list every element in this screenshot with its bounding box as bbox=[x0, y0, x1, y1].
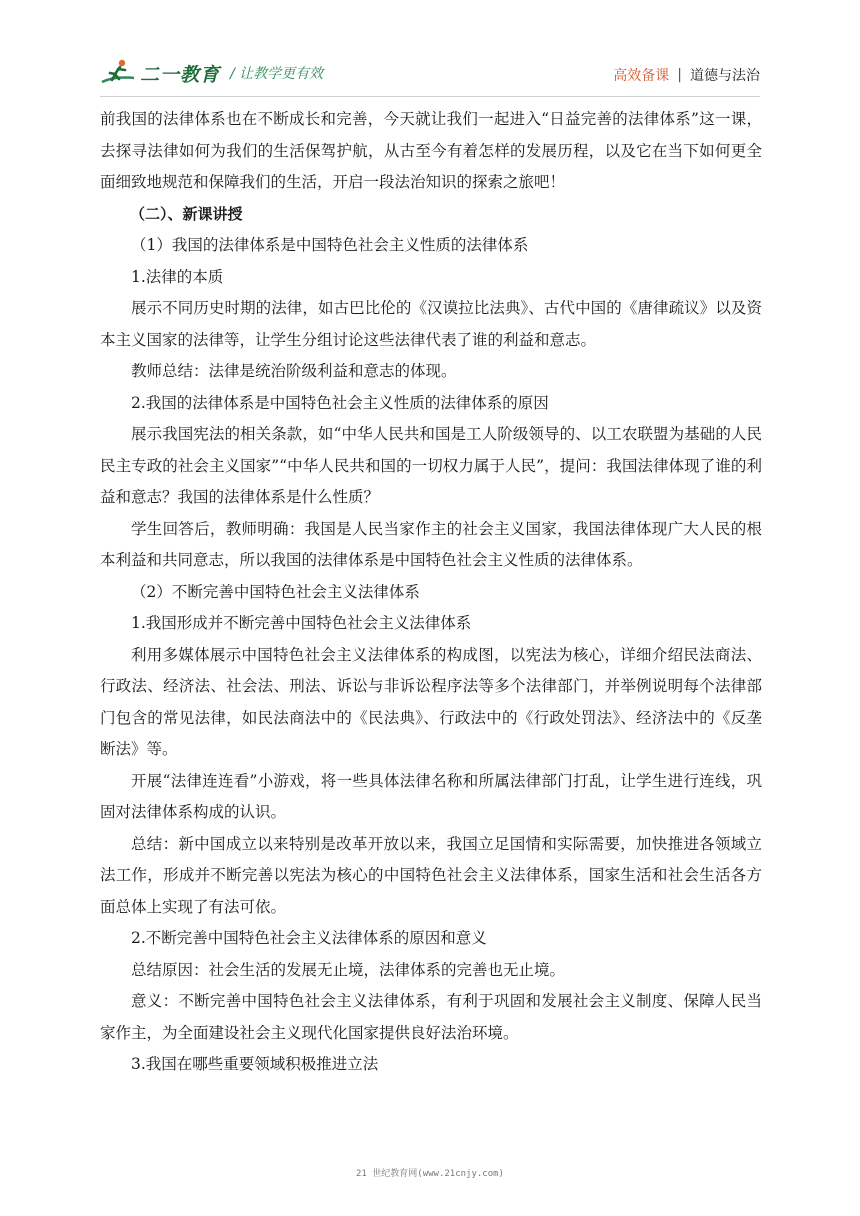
header-separator: | bbox=[677, 67, 682, 83]
body-paragraph: 总结：新中国成立以来特别是改革开放以来，我国立足国情和实际需要，加快推进各领域立法工作，形成并不断完善以宪法为核心的中国特色社会主义法律体系，国家生活和社会生活各方面总体上实现了有法可依。 bbox=[100, 834, 762, 916]
header-subject: 道德与法治 bbox=[690, 68, 760, 84]
body-paragraph: 学生回答后，教师明确：我国是人民当家作主的社会主义国家，我国法律体现广大人民的根本利益和共同意志，所以我国的法律体系是中国特色社会主义性质的法律体系。 bbox=[100, 519, 762, 569]
logo-text: 二一教育 bbox=[140, 63, 221, 86]
section-heading: （二）、新课讲授 bbox=[130, 204, 243, 223]
running-figure-logo-icon bbox=[100, 58, 136, 88]
point-heading: 2.我国的法律体系是中国特色社会主义性质的法律体系的原因 bbox=[131, 393, 549, 412]
body-paragraph: 教师总结：法律是统治阶级利益和意志的体现。 bbox=[131, 362, 457, 380]
body-paragraph: 总结原因：社会生活的发展无止境，法律体系的完善也无止境。 bbox=[131, 960, 566, 979]
subsection-heading: （1）我国的法律体系是中国特色社会主义性质的法律体系 bbox=[131, 236, 529, 254]
intro-paragraph: 前我国的法律体系也在不断成长和完善，今天就让我们一起进入“日益完善的法律体系”这一课，去探寻法律如何为我们的生活保驾护航，从古至今有着怎样的发展历程，以及它在当下如何更全面细致地规范和保障我们的生活，开启一段法治知识的探索之旅吧！ bbox=[100, 110, 762, 191]
body-paragraph: 展示我国宪法的相关条款，如“中华人民共和国是工人阶级领导的、以工农联盟为基础的人民民主专政的社会主义国家”“中华人民共和国的一切权力属于人民”，提问：我国法律体现了谁的利益和意志？我国的法律体系是什么性质？ bbox=[100, 425, 762, 506]
header-divider bbox=[100, 96, 760, 97]
page-header bbox=[100, 52, 760, 98]
point-heading: 1.法律的本质 bbox=[131, 267, 224, 286]
point-heading: 1.我国形成并不断完善中国特色社会主义法律体系 bbox=[131, 614, 472, 632]
body-paragraph: 开展“法律连连看”小游戏，将一些具体法律名称和所属法律部门打乱，让学生进行连线，巩固对法律体系构成的认识。 bbox=[100, 771, 762, 821]
subsection-heading: （2）不断完善中国特色社会主义法律体系 bbox=[131, 582, 420, 601]
document-body bbox=[100, 104, 762, 1081]
body-paragraph: 意义：不断完善中国特色社会主义法律体系，有利于巩固和发展社会主义制度、保障人民当家作主，为全面建设社会主义现代化国家提供良好法治环境。 bbox=[100, 992, 762, 1042]
point-heading: 2.不断完善中国特色社会主义法律体系的原因和意义 bbox=[131, 929, 487, 947]
header-accent-label: 高效备课 bbox=[613, 68, 670, 84]
logo-slogan: / 让教学更有效 bbox=[230, 66, 324, 82]
body-paragraph: 利用多媒体展示中国特色社会主义法律体系的构成图，以宪法为核心，详细介绍民法商法、行政法、经济法、社会法、刑法、诉讼与非诉讼程序法等多个法律部门，并举例说明每个法律部门包含的常见法律，如民法商法中的《民法典》、行政法中的《行政处罚法》、经济法中的《反垄断法》等。 bbox=[100, 645, 762, 758]
point-heading: 3.我国在哪些重要领域积极推进立法 bbox=[131, 1055, 379, 1073]
header-category bbox=[613, 65, 760, 85]
body-paragraph: 展示不同历史时期的法律，如古巴比伦的《汉谟拉比法典》、古代中国的《唐律疏议》以及资本主义国家的法律等，让学生分组讨论这些法律代表了谁的利益和意志。 bbox=[100, 299, 762, 349]
page-footer: 21 世纪教育网(www.21cnjy.com) bbox=[356, 1169, 504, 1179]
logo bbox=[100, 58, 323, 88]
